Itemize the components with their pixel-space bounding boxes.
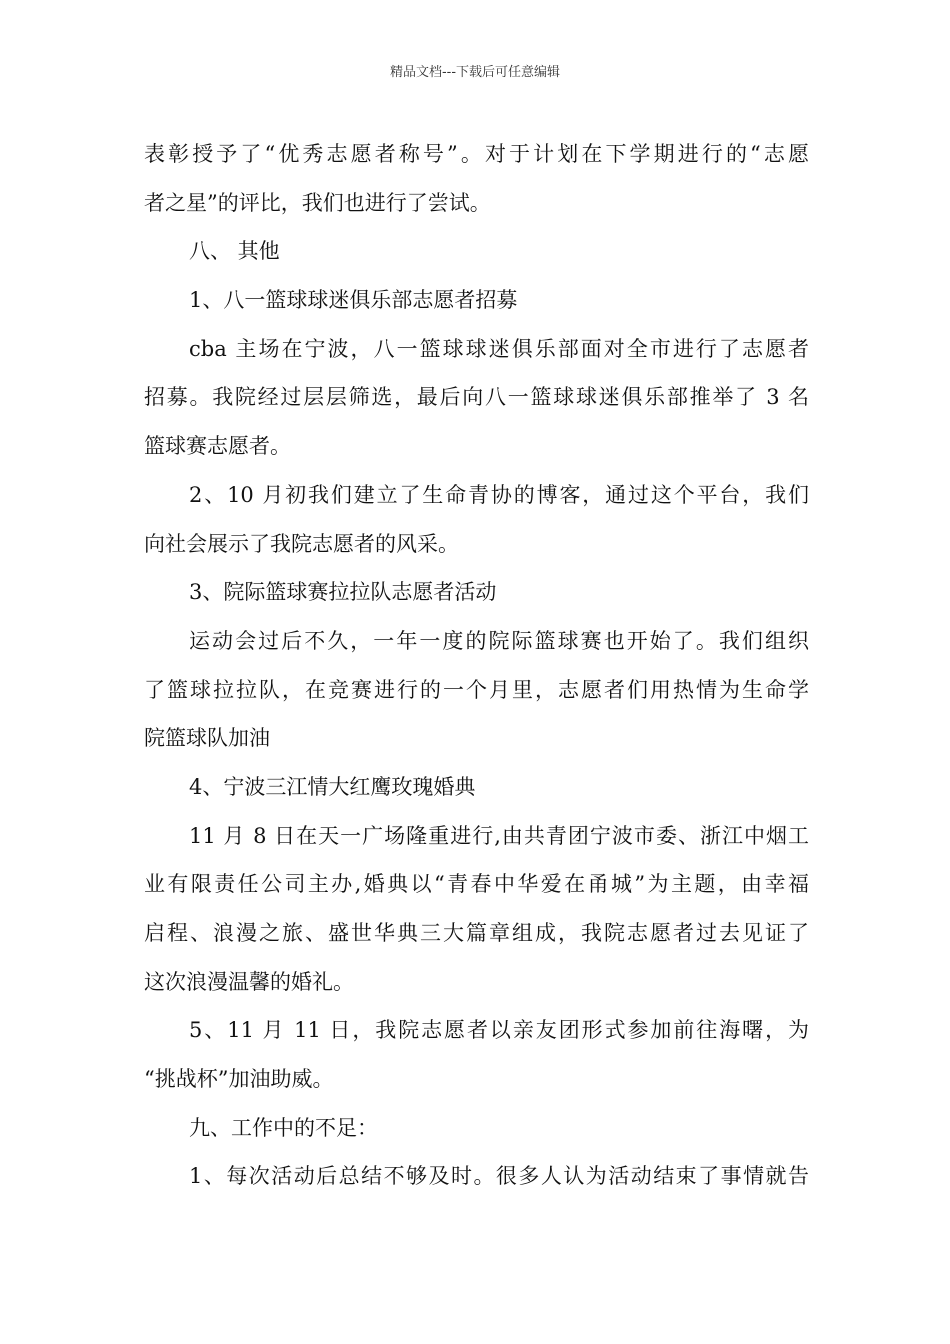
text-line: 向社会展示了我院志愿者的风采。 [144, 531, 459, 556]
document-body [144, 130, 809, 1201]
text-line: “挑战杯”加油助威。 [144, 1067, 334, 1092]
subsection-heading: 4、宁波三江情大红鹰玫瑰婚典 [189, 774, 476, 799]
text-line: 者之星”的评比，我们也进行了尝试。 [144, 190, 491, 215]
text-line: 5、11 月 11 日，我院志愿者以亲友团形式参加前往海曙，为 [189, 1018, 809, 1043]
text-line: 表彰授予了“优秀志愿者称号”。对于计划在下学期进行的“志愿 [144, 142, 809, 166]
text-line: 院篮球队加油 [144, 726, 270, 751]
text-line: 这次浪漫温馨的婚礼。 [144, 969, 354, 994]
text-line: 篮球赛志愿者。 [144, 434, 291, 459]
section-heading: 八、 其他 [189, 239, 280, 264]
section-heading: 九、工作中的不足： [189, 1115, 378, 1140]
text-line: 启程、浪漫之旅、盛世华典三大篇章组成，我院志愿者过去见证了 [144, 921, 809, 945]
text-line: 业有限责任公司主办,婚典以“青春中华爱在甬城”为主题，由幸福 [144, 872, 809, 897]
subsection-heading: 3、院际篮球赛拉拉队志愿者活动 [189, 580, 497, 605]
text-line: 2、10 月初我们建立了生命青协的博客，通过这个平台，我们 [189, 482, 809, 507]
text-line: 运动会过后不久，一年一度的院际篮球赛也开始了。我们组织 [189, 628, 809, 653]
page-header: 精品文档---下载后可任意编辑 [389, 65, 561, 80]
text-line: 1、每次活动后总结不够及时。很多人认为活动结束了事情就告 [189, 1164, 809, 1189]
subsection-heading: 1、八一篮球球迷俱乐部志愿者招募 [189, 288, 518, 313]
text-line: 招募。我院经过层层筛选，最后向八一篮球球迷俱乐部推举了 3 名 [144, 385, 809, 410]
text-line: 了篮球拉拉队，在竞赛进行的一个月里，志愿者们用热情为生命学 [144, 677, 809, 702]
text-line: 11 月 8 日在天一广场隆重进行,由共青团宁波市委、浙江中烟工 [189, 823, 809, 848]
text-line: cba 主场在宁波，八一篮球球迷俱乐部面对全市进行了志愿者 [189, 336, 809, 361]
